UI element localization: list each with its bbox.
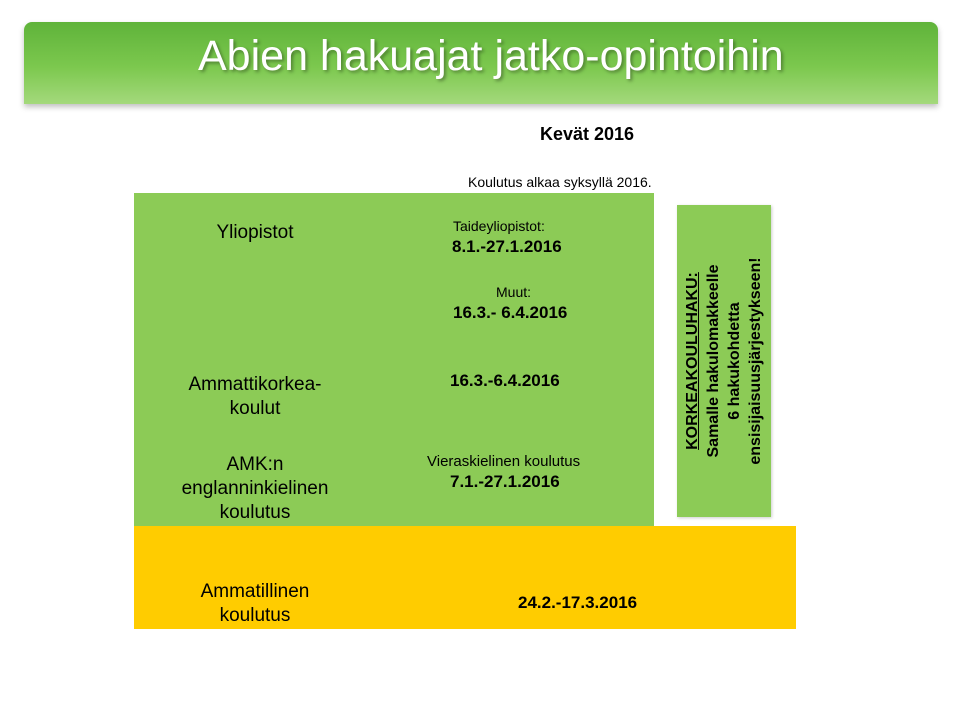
amk-label: Ammattikorkea- koulut xyxy=(188,374,322,419)
korkeakouluhaku-line3: ensisijaisuusjärjestykseen! xyxy=(747,257,764,465)
korkeakouluhaku-line1: Samalle hakulomakkeelle xyxy=(705,264,722,458)
season-label: Kevät 2016 xyxy=(540,124,635,144)
vocational-label: Ammatillinen koulutus xyxy=(200,581,310,626)
amk-english-label: AMK:n englanninkielinen koulutus xyxy=(181,454,329,523)
slide-title: Abien hakuajat jatko-opintoihin xyxy=(198,32,784,80)
korkeakouluhaku-text xyxy=(677,205,771,517)
universities-label: Yliopistot xyxy=(216,222,294,243)
arts-universities-label: Taideyliopistot: xyxy=(453,218,545,234)
foreign-language-label: Vieraskielinen koulutus xyxy=(427,453,581,470)
amk-date: 16.3.-6.4.2016 xyxy=(450,371,560,390)
other-universities-label: Muut: xyxy=(496,284,532,300)
other-universities-date: 16.3.- 6.4.2016 xyxy=(453,303,568,322)
foreign-language-date: 7.1.-27.1.2016 xyxy=(450,472,560,491)
arts-universities-date: 8.1.-27.1.2016 xyxy=(452,237,562,256)
korkeakouluhaku-line2: 6 hakukohdetta xyxy=(726,302,743,420)
vocational-date: 24.2.-17.3.2016 xyxy=(518,593,638,612)
start-note: Koulutus alkaa syksyllä 2016. xyxy=(468,174,652,190)
korkeakouluhaku-title: KORKEAKOULUHAKU: xyxy=(684,272,701,450)
